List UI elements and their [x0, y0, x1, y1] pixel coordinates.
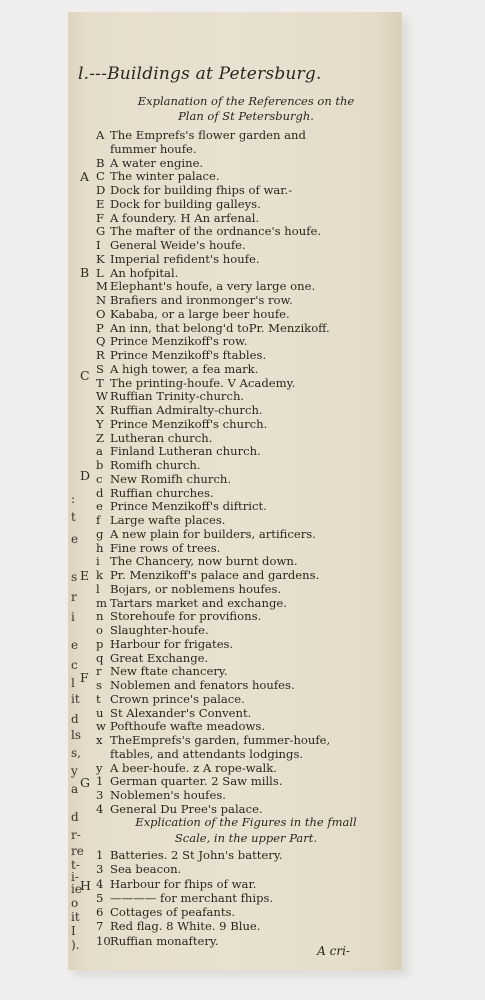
side-letter: C: [80, 368, 90, 383]
reference-text: Great Exchange.: [110, 650, 209, 665]
reference-text: Bojars, or noblemens houfes.: [110, 581, 282, 596]
reference-key: g: [96, 526, 104, 541]
reference-key: 4: [96, 876, 104, 891]
reference-entry: [96, 418, 398, 432]
reference-entry: [96, 280, 398, 294]
reference-entry: [96, 143, 398, 157]
reference-entry: [96, 905, 398, 919]
reference-text: fummer houfe.: [110, 141, 197, 156]
reference-entry: [96, 789, 398, 803]
reference-text: Cottages of peafants.: [110, 905, 236, 920]
reference-key: e: [96, 499, 103, 514]
reference-text: Ruffian churches.: [110, 485, 214, 500]
reference-key: x: [96, 733, 103, 747]
reference-key: p: [96, 636, 104, 651]
reference-entry: [96, 652, 398, 666]
reference-text: Harbour for fhips of war.: [110, 876, 257, 891]
reference-key: D: [96, 183, 106, 197]
reference-entry: [96, 239, 398, 253]
reference-key: r: [96, 664, 102, 679]
reference-key: s: [96, 678, 102, 692]
reference-entry: [96, 748, 398, 762]
reference-key: y: [96, 760, 103, 775]
running-head: l.---Buildings at Petersburg.: [78, 64, 322, 84]
reference-text: German quarter. 2 Saw mills.: [110, 774, 283, 789]
reference-text: St Alexander's Convent.: [110, 705, 252, 720]
reference-text: The Emprefs's flower garden and: [110, 128, 306, 142]
reference-entry: [96, 198, 398, 212]
reference-key: X: [96, 403, 105, 417]
reference-text: Dock for building galleys.: [110, 196, 261, 211]
reference-text: Elephant's houfe, a very large one.: [110, 279, 316, 294]
reference-key: 3: [96, 862, 104, 877]
reference-text: Prince Menzikoff's row.: [110, 334, 248, 349]
reference-entry: [96, 225, 398, 239]
reference-text: Imperial refident's houfe.: [110, 251, 260, 266]
reference-text: Storehoufe for provifions.: [110, 609, 262, 624]
reference-entry: [96, 294, 398, 308]
reference-key: [96, 143, 110, 157]
cropped-left-margin: : t e s r i e c l it d ls s, y a d r- re t- i- ie o it I ).: [71, 492, 84, 952]
figures-list: [96, 848, 398, 948]
reference-entry: [96, 459, 398, 473]
reference-entry: [96, 432, 398, 446]
reference-entry: [96, 624, 398, 638]
reference-entry: [96, 253, 398, 267]
reference-entry: [96, 569, 398, 583]
reference-entry: [96, 848, 398, 862]
reference-key: [96, 748, 110, 762]
reference-text: A new plain for builders, artificers.: [110, 526, 316, 541]
reference-key: C: [96, 169, 105, 184]
reference-key: Q: [96, 334, 106, 349]
reference-text: Fine rows of trees.: [110, 540, 221, 555]
reference-entry: [96, 349, 398, 363]
reference-key: l: [96, 581, 100, 596]
reference-entry: [96, 679, 398, 693]
reference-entry: [96, 335, 398, 349]
reference-text: Batteries. 2 St John's battery.: [110, 848, 283, 862]
reference-key: a: [96, 444, 103, 459]
reference-text: The Chancery, now burnt down.: [110, 554, 298, 569]
side-letter: G: [80, 775, 90, 790]
reference-entry: [96, 877, 398, 891]
reference-key: w: [96, 719, 106, 734]
reference-text: Crown prince's palace.: [110, 691, 245, 706]
reference-text: An hofpital.: [110, 265, 179, 280]
reference-text: New ftate chancery.: [110, 664, 228, 679]
reference-key: B: [96, 155, 105, 170]
reference-entry: [96, 891, 398, 905]
reference-text: ———— for merchant fhips.: [110, 890, 274, 905]
reference-text: An inn, that belong'd toPr. Menzikoff.: [110, 320, 330, 335]
reference-list: [96, 129, 398, 817]
reference-key: c: [96, 471, 103, 486]
reference-text: Slaughter-houfe.: [110, 623, 209, 637]
reference-text: Pr. Menzikoff's palace and gardens.: [110, 568, 320, 582]
reference-key: d: [96, 485, 104, 500]
reference-key: M: [96, 279, 108, 294]
side-letter: A: [80, 169, 90, 184]
catchword: A cri-: [317, 944, 350, 958]
reference-text: A foundery. H An arfenal.: [110, 210, 260, 225]
side-letter: D: [80, 468, 91, 483]
reference-entry: [96, 473, 398, 487]
reference-entry: [96, 528, 398, 542]
reference-key: 1: [96, 774, 104, 789]
reference-entry: [96, 184, 398, 198]
reference-text: Ruffian Admiralty-church.: [110, 403, 263, 417]
reference-key: m: [96, 595, 107, 610]
reference-entry: [96, 775, 398, 789]
reference-text: Tartars market and exchange.: [110, 595, 287, 610]
reference-entry: [96, 665, 398, 679]
reference-entry: [96, 390, 398, 404]
reference-entry: [96, 129, 398, 143]
reference-text: Prince Menzikoff's church.: [110, 416, 268, 431]
side-letter: H: [80, 878, 91, 893]
reference-text: New Romifh church.: [110, 471, 232, 486]
reference-key: k: [96, 568, 104, 582]
reference-key: A: [96, 128, 105, 142]
reference-entry: [96, 157, 398, 171]
reference-entry: [96, 693, 398, 707]
reference-entry: [96, 514, 398, 528]
reference-key: 1: [96, 848, 104, 862]
reference-entry: [96, 500, 398, 514]
reference-key: n: [96, 609, 104, 624]
reference-key: 7: [96, 919, 104, 934]
side-letter: F: [80, 670, 89, 685]
side-reference-letters: [80, 12, 96, 970]
reference-key: h: [96, 540, 104, 555]
reference-entry: [96, 638, 398, 652]
reference-key: f: [96, 513, 101, 527]
reference-key: F: [96, 210, 105, 225]
reference-key: q: [96, 650, 104, 665]
reference-entry: [96, 363, 398, 377]
figures-title: Explication of the Figures in the fmall: [135, 815, 357, 829]
reference-text: The printing-houfe. V Academy.: [110, 375, 296, 390]
reference-entry: [96, 720, 398, 734]
reference-text: Brafiers and ironmonger's row.: [110, 293, 293, 307]
reference-key: o: [96, 623, 103, 637]
document-page: [68, 12, 402, 970]
reference-entry: [96, 445, 398, 459]
reference-text: A beer-houfe. z A rope-walk.: [110, 760, 277, 775]
reference-text: Pofthoufe wafte meadows.: [110, 719, 266, 734]
reference-entry: [96, 212, 398, 226]
reference-key: Y: [96, 416, 104, 431]
reference-text: Sea beacon.: [110, 862, 182, 877]
explanation-subtitle: Plan of St Petersburgh.: [178, 109, 314, 123]
reference-entry: [96, 322, 398, 336]
reference-text: General Weide's houfe.: [110, 238, 246, 252]
reference-key: G: [96, 224, 106, 239]
reference-text: Prince Menzikoff's diftrict.: [110, 499, 267, 514]
reference-text: The winter palace.: [110, 169, 220, 184]
reference-entry: [96, 597, 398, 611]
reference-key: R: [96, 348, 105, 362]
reference-key: P: [96, 320, 104, 335]
reference-key: O: [96, 306, 106, 321]
reference-key: 10: [96, 933, 111, 948]
reference-key: S: [96, 361, 104, 376]
reference-text: Finland Lutheran church.: [110, 444, 261, 459]
reference-entry: [96, 404, 398, 418]
reference-key: N: [96, 293, 107, 307]
explanation-title: Explanation of the References on the: [137, 94, 355, 108]
reference-entry: [96, 267, 398, 281]
reference-entry: [96, 919, 398, 933]
reference-key: I: [96, 238, 101, 252]
reference-text: Red flag. 8 White. 9 Blue.: [110, 919, 261, 934]
reference-text: General Du Pree's palace.: [110, 801, 263, 816]
reference-key: 5: [96, 890, 104, 905]
reference-key: E: [96, 196, 105, 211]
reference-entry: [96, 610, 398, 624]
reference-entry: [96, 734, 398, 748]
reference-text: Kababa, or a large beer houfe.: [110, 306, 290, 321]
reference-entry: [96, 934, 398, 948]
reference-text: Prince Menzikoff's ftables.: [110, 348, 267, 362]
reference-key: u: [96, 705, 104, 720]
reference-key: W: [96, 389, 108, 404]
reference-key: L: [96, 265, 104, 280]
reference-text: Dock for building fhips of war.-: [110, 183, 293, 197]
reference-entry: [96, 542, 398, 556]
reference-entry: [96, 377, 398, 391]
figures-subtitle: Scale, in the upper Part.: [174, 831, 318, 845]
reference-key: 3: [96, 788, 104, 802]
reference-entry: [96, 862, 398, 876]
reference-text: Romifh church.: [110, 458, 201, 472]
reference-text: TheEmprefs's garden, fummer-houfe,: [110, 733, 331, 747]
reference-text: The mafter of the ordnance's houfe.: [110, 224, 322, 239]
reference-key: t: [96, 691, 101, 706]
reference-text: Noblemen's houfes.: [110, 788, 226, 802]
reference-text: A water engine.: [110, 155, 204, 170]
reference-key: b: [96, 458, 104, 472]
reference-key: 4: [96, 801, 104, 816]
reference-entry: [96, 762, 398, 776]
reference-text: Large wafte places.: [110, 513, 226, 527]
reference-key: i: [96, 554, 100, 569]
reference-entry: [96, 308, 398, 322]
reference-entry: [96, 707, 398, 721]
reference-text: Ruffian Trinity-church.: [110, 389, 245, 404]
reference-entry: [96, 555, 398, 569]
reference-key: T: [96, 375, 104, 390]
reference-key: 6: [96, 905, 104, 920]
reference-entry: [96, 487, 398, 501]
reference-entry: [96, 170, 398, 184]
reference-key: Z: [96, 430, 105, 445]
reference-text: ftables, and attendants lodgings.: [110, 746, 304, 761]
reference-text: Ruffian monaftery.: [110, 933, 219, 948]
reference-text: Noblemen and fenators houfes.: [110, 678, 295, 692]
reference-text: A high tower, a fea mark.: [110, 361, 259, 376]
side-letter: B: [80, 265, 90, 280]
reference-text: Lutheran church.: [110, 430, 213, 445]
reference-entry: [96, 583, 398, 597]
side-letter: E: [80, 568, 90, 583]
reference-text: Harbour for frigates.: [110, 636, 234, 651]
reference-key: K: [96, 251, 105, 266]
